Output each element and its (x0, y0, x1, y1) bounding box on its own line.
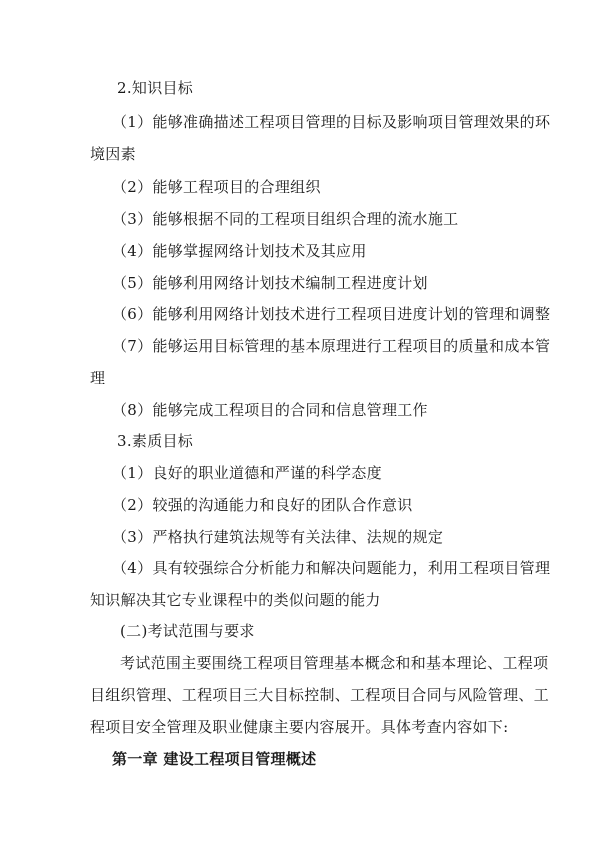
knowledge-item-7-continued: 理 (90, 369, 106, 387)
quality-item-4-continued: 知识解决其它专业课程中的类似问题的能力 (90, 591, 381, 609)
quality-item-3: （3）严格执行建筑法规等有关法律、法规的规定 (112, 528, 444, 546)
knowledge-goal-heading: 2.知识目标 (117, 79, 194, 97)
exam-scope-heading: (二)考试范围与要求 (120, 622, 255, 640)
exam-paragraph-line-2: 目组织管理、工程项目三大目标控制、工程项目合同与风险管理、工 (90, 686, 550, 704)
quality-item-1: （1）良好的职业道德和严谨的科学态度 (112, 464, 382, 482)
exam-paragraph-line-1: 考试范围主要围绕工程项目管理基本概念和和基本理论、工程项 (120, 654, 549, 672)
knowledge-item-3: （3）能够根据不同的工程项目组织合理的流水施工 (112, 210, 459, 228)
quality-item-2: （2）较强的沟通能力和良好的团队合作意识 (112, 496, 413, 514)
knowledge-item-8: （8）能够完成工程项目的合同和信息管理工作 (112, 401, 428, 419)
chapter-title: 第一章 建设工程项目管理概述 (112, 750, 317, 768)
quality-goal-heading: 3.素质目标 (117, 432, 194, 450)
knowledge-item-1: （1）能够准确描述工程项目管理的目标及影响项目管理效果的环 (112, 113, 551, 131)
exam-paragraph-line-3: 程项目安全管理及职业健康主要内容展开。具体考查内容如下: (90, 718, 509, 736)
knowledge-item-2: （2）能够工程项目的合理组织 (112, 178, 321, 196)
knowledge-item-4: （4）能够掌握网络计划技术及其应用 (112, 242, 367, 260)
knowledge-item-5: （5）能够利用网络计划技术编制工程进度计划 (112, 274, 428, 292)
quality-item-4: （4）具有较强综合分析能力和解决问题能力，利用工程项目管理 (112, 559, 551, 577)
knowledge-item-6: （6）能够利用网络计划技术进行工程项目进度计划的管理和调整 (112, 305, 551, 323)
knowledge-item-1-continued: 境因素 (90, 145, 136, 163)
knowledge-item-7: （7）能够运用目标管理的基本原理进行工程项目的质量和成本管 (112, 337, 551, 355)
